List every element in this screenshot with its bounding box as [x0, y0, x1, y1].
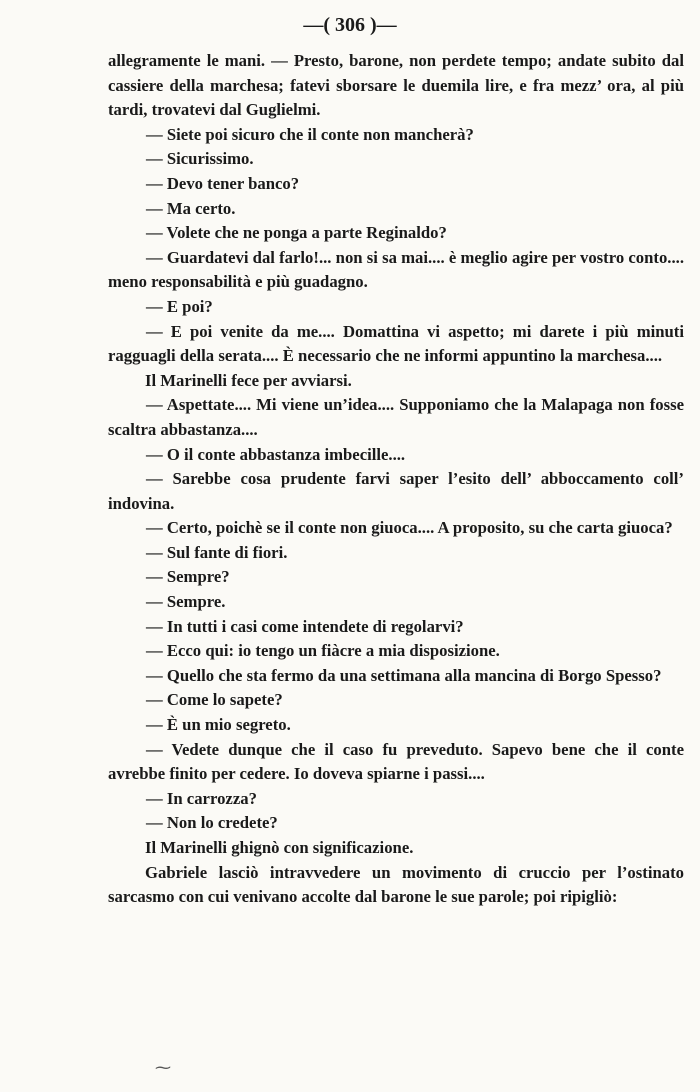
dialog-line: — Sarebbe cosa prudente farvi saper l’esito dell’ abboccamento coll’ indovina.: [108, 469, 684, 513]
dialog-line: — In tutti i casi come intendete di regolarvi?: [146, 616, 464, 636]
dialog-line: — È un mio segreto.: [146, 715, 291, 735]
dialog-line: — Sempre.: [146, 592, 226, 612]
dialog-line: — E poi venite da me.... Domattina vi aspetto; mi darete i più minuti ragguagli della serata.... È necessario che ne informi appuntino la marchesa....: [108, 321, 684, 366]
dialog-line: — Volete che ne ponga a parte Reginaldo?: [146, 223, 447, 243]
dialog-line: — Sempre?: [146, 567, 230, 587]
dialog-line: — Ecco qui: io tengo un fiàcre a mia disposizione.: [146, 641, 500, 661]
dialog-line: — Non lo credete?: [146, 813, 278, 833]
dialog-line: — Guardatevi dal farlo!... non si sa mai.... è meglio agire per vostro conto.... meno responsabilità e più guadagno.: [108, 247, 684, 292]
dialog-line: — Certo, poichè se il conte non giuoca.... A proposito, su che carta giuoca?: [146, 518, 673, 538]
narrative-paragraph: Il Marinelli fece per avviarsi.: [145, 370, 352, 390]
bottom-ornament-icon: ⁓: [155, 1060, 171, 1077]
dialog-line: — Ma certo.: [146, 198, 236, 218]
dialog-line: — Siete poi sicuro che il conte non mancherà?: [146, 124, 474, 144]
dialog-line: — Devo tener banco?: [146, 173, 300, 193]
dialog-line: — O il conte abbastanza imbecille....: [146, 444, 406, 464]
dialog-line: — Vedete dunque che il caso fu preveduto. Sapevo bene che il conte avrebbe finito per cedere. Io doveva spiarne i passi....: [108, 739, 684, 784]
dialog-line: — Sicurissimo.: [146, 149, 254, 169]
dialog-line: — In carrozza?: [146, 788, 257, 808]
dialog-line: — Aspettate.... Mi viene un’idea.... Supponiamo che la Malapaga non fosse scaltra abbastanza....: [108, 395, 684, 439]
page-number-header: —( 306 )—: [303, 14, 397, 36]
narrative-paragraph: Il Marinelli ghignò con significazione.: [145, 838, 414, 857]
body-text: [108, 49, 684, 910]
dialog-line: — Sul fante di fiori.: [146, 542, 288, 562]
dialog-line: — Quello che sta fermo da una settimana alla mancina di Borgo Spesso?: [146, 665, 662, 685]
paragraph-1: allegramente le mani. — Presto, barone, non perdete tempo; andate subito dal cassiere della marchesa; fatevi sborsare le duemila lire, e fra mezz’ ora, al più tardi, trovatevi dal Guglielmi.: [108, 51, 684, 120]
narrative-paragraph: Gabriele lasciò intravvedere un movimento di cruccio per l’ostinato sarcasmo con cui venivano accolte dal barone le sue parole; poi ripigliò:: [108, 862, 684, 907]
dialog-line: — Come lo sapete?: [146, 690, 283, 710]
dialog-line: — E poi?: [146, 296, 213, 316]
